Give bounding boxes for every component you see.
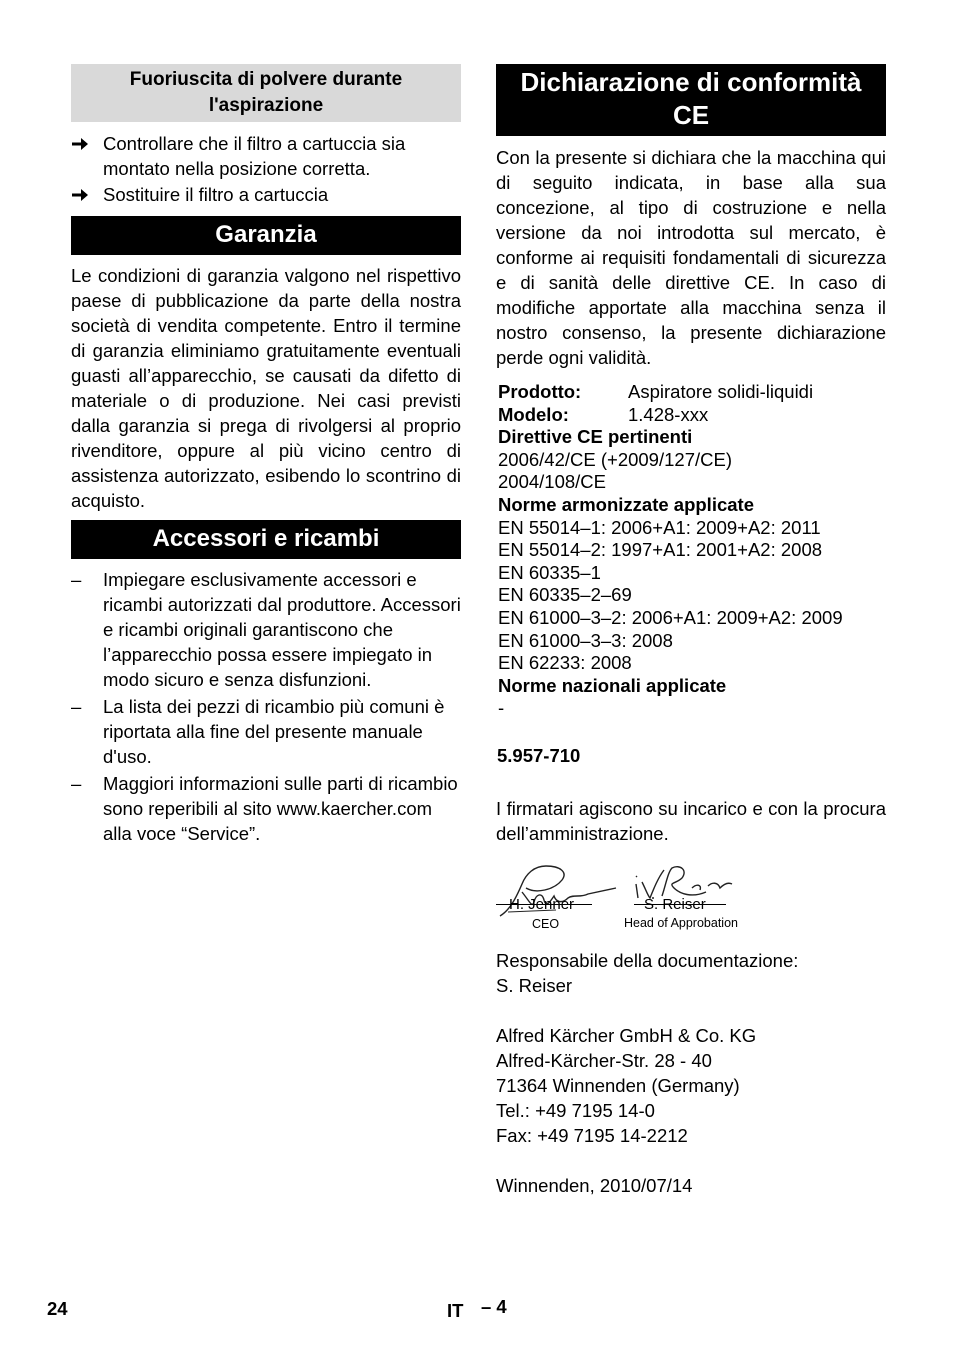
- dust-instructions: [71, 131, 461, 207]
- left-column: [71, 64, 461, 848]
- place-date: Winnenden, 2010/07/14: [496, 1174, 693, 1196]
- dash-bullet: –: [71, 696, 82, 717]
- signer1-title: CEO: [532, 916, 560, 931]
- right-column: [496, 64, 886, 1198]
- list-item: – Maggiori informazioni sulle parti di ricambio sono reperibili al sito www.kaercher.com alla voce “Service”.: [71, 773, 458, 844]
- directive-line: 2006/42/CE (+2009/127/CE): [498, 448, 732, 470]
- signer2-script-name: [636, 858, 637, 859]
- signature-block: [496, 858, 886, 958]
- norm-line: EN 55014–1: 2006+A1: 2009+A2: 2011: [498, 516, 821, 538]
- signer2-name: S. Reiser: [644, 895, 706, 913]
- signer1-name: H. Jenner: [509, 895, 575, 913]
- dust-heading: Fuoriuscita di polvere durante l'aspirazione: [71, 64, 461, 122]
- language-code: IT: [447, 1300, 464, 1321]
- dash-bullet: –: [71, 773, 82, 794]
- directives-heading: Direttive CE pertinenti: [498, 426, 693, 448]
- section-page: – 4: [481, 1296, 507, 1317]
- dash-bullet: –: [71, 569, 82, 590]
- product-row: Prodotto: Aspiratore solidi-liquidi: [498, 381, 814, 402]
- national-heading: Norme nazionali applicate: [498, 674, 727, 696]
- national-value: -: [498, 697, 505, 719]
- directive-line: 2004/108/CE: [498, 471, 607, 493]
- warranty-text: Le condizioni di garanzia valgono nel rispettivo paese di pubblicazione da parte della nostra società di vendita competente. Entro il termine di garanzia eliminiamo gratuitamente eventuali guasti all’apparecchio, se causati da difetto di materiale o di produzione. Nei casi previsti dalla garanzia si prega di rivolgersi al proprio rivenditore, oppure al più vicino centro di assistenza autorizzato, esibendo lo scontrino di acquisto.: [71, 265, 461, 511]
- norm-line: EN 60335–1: [498, 561, 601, 583]
- accessories-list: [71, 567, 461, 846]
- list-item: – La lista dei pezzi di ricambio più comuni è riportata alla fine del presente manuale d'uso.: [71, 696, 445, 767]
- conformity-heading: Dichiarazione di conformità CE: [496, 64, 886, 136]
- harmonized-heading: Norme armonizzate applicate: [498, 493, 754, 515]
- doc-responsible: Responsabile della documentazione: S. Reiser: [496, 949, 799, 996]
- norm-line: EN 62233: 2008: [498, 652, 632, 674]
- product-specs: [496, 381, 886, 720]
- signer2-title: Head of Approbation: [624, 915, 738, 930]
- arrow-right-icon: [71, 182, 95, 209]
- company-address: Alfred Kärcher GmbH & Co. KG Alfred-Kärcher-Str. 28 - 40 71364 Winnenden (Germany) Tel.: +49 7195 14-0 Fax: +49 7195 14-2212: [496, 1024, 757, 1146]
- accessories-heading: Accessori e ricambi: [71, 520, 461, 559]
- page-number: 24: [47, 1298, 68, 1319]
- norm-line: EN 61000–3–3: 2008: [498, 629, 673, 651]
- list-item: – Impiegare esclusivamente accessori e ricambi autorizzati dal produttore. Accessori e ricambi originali garantiscono che l’apparecchio possa essere impiegato in modo sicuro e senza disfunzioni.: [71, 569, 461, 690]
- arrow-right-icon: [71, 131, 95, 158]
- model-row: Modelo: 1.428-xxx: [498, 403, 709, 425]
- signatories-text: I firmatari agiscono su incarico e con la procura dell’amministrazione.: [496, 797, 886, 844]
- norm-line: EN 61000–3–2: 2006+A1: 2009+A2: 2009: [498, 606, 843, 628]
- document-number: 5.957-710: [497, 744, 581, 766]
- norm-line: EN 60335–2–69: [498, 584, 632, 606]
- conformity-intro: Con la presente si dichiara che la macchina qui di seguito indicata, in base alla sua concezione, al tipo di costruzione e nella versione da noi introdotta sul mercato, è conforme ai requisiti fondamentali di sicurezza e di sanità delle direttive CE. In caso di modifiche apportate alla macchina senza il nostro consenso, la presente dichiarazione perde ogni validità.: [496, 147, 886, 368]
- list-item: Controllare che il filtro a cartuccia sia montato nella posizione corretta.: [71, 131, 461, 181]
- norm-line: EN 55014–2: 1997+A1: 2001+A2: 2008: [498, 539, 823, 561]
- warranty-heading: Garanzia: [71, 216, 461, 255]
- list-item: Sostituire il filtro a cartuccia: [71, 182, 461, 207]
